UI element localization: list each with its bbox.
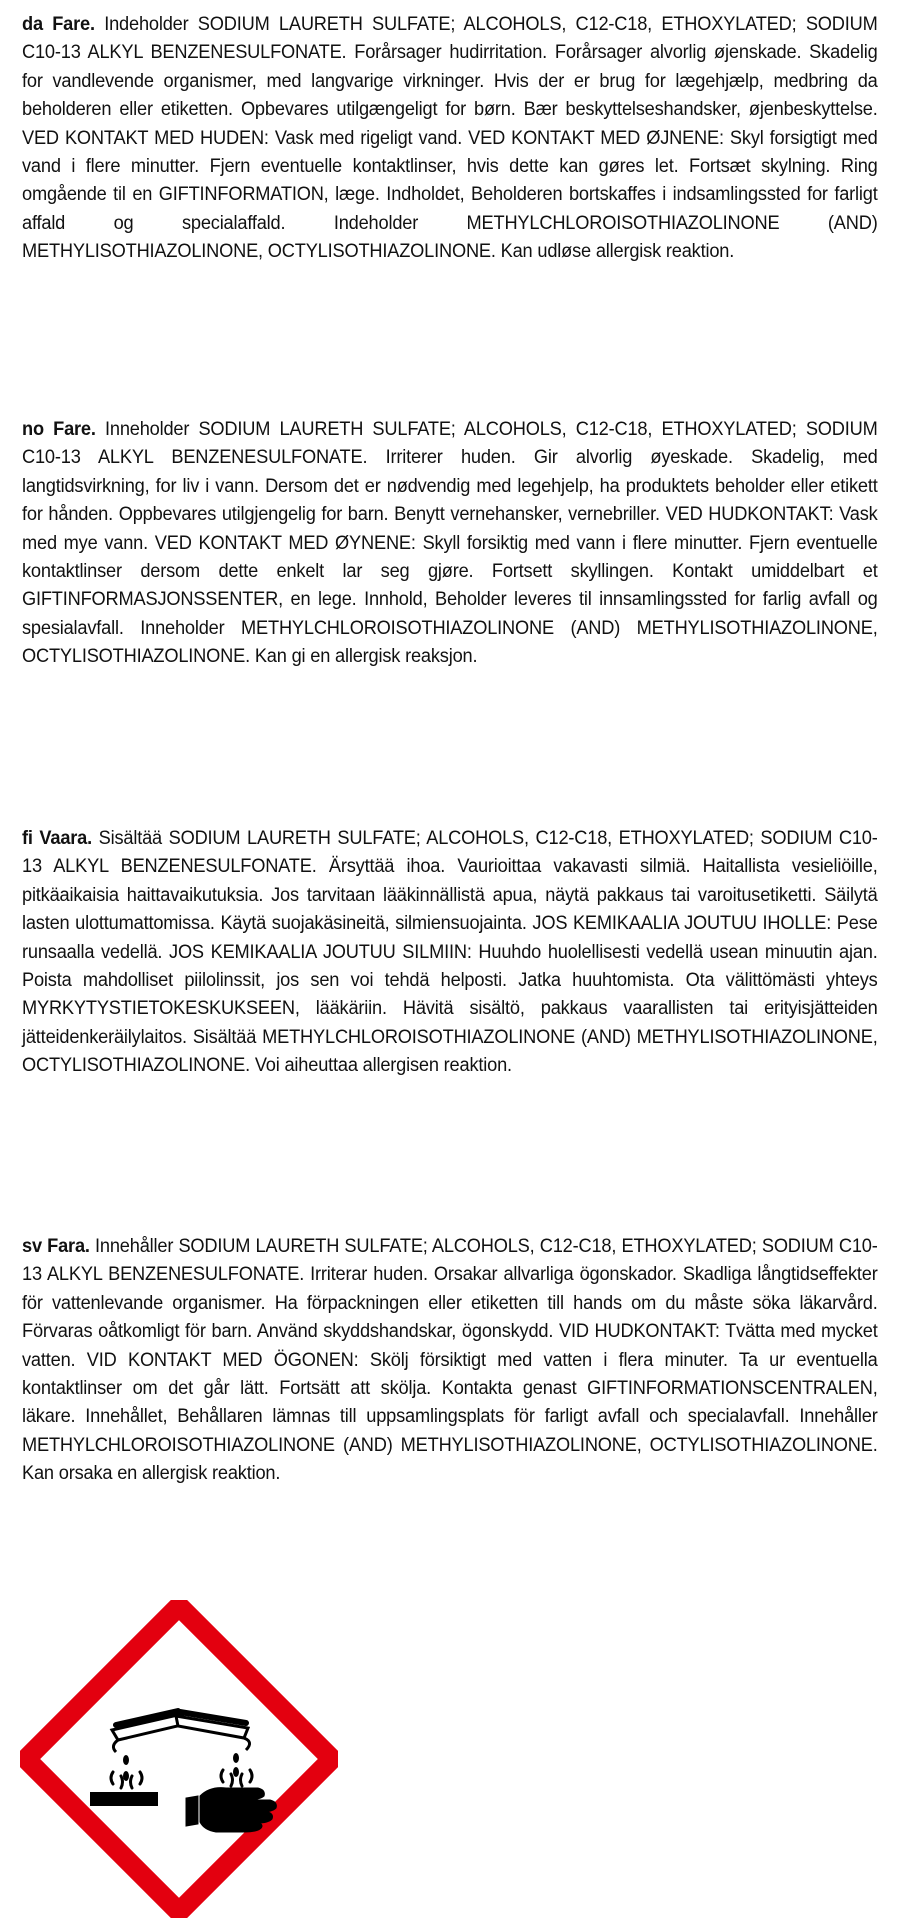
section-sv-lead (22, 1235, 90, 1257)
section-da-lead (22, 13, 95, 35)
section-fi-body: Sisältää SODIUM LAURETH SULFATE; ALCOHOLS, C12-C18, ETHOXYLATED; SODIUM C10-13 ALKYL BENZENESULFONATE. Ärsyttää ihoa. Vaurioittaa vakavasti silmiä. Haitallista vesieliöille, pitkäaikaisia haittavaikutuksia. Jos tarvitaan lääkinnällistä apua, näytä pakkaus tai varoitusetiketti. Säilytä lasten ulottumattomissa. Käytä suojakäsineitä, silmiensuojainta. JOS KEMIKAALIA JOUTUU IHOLLE: Pese runsaalla vedellä. JOS KEMIKAALIA JOUTUU SILMIIN: Huuhdo huolellisesti vedellä usean minuutin ajan. Poista mahdolliset piilolinssit, jos sen voi tehdä helposti. Jatka huuhtomista. Ota välittömästi yhteys MYRKYTYSTIETOKESKUKSEEN, lääkäriin. Hävitä sisältö, pakkaus vaarallisten tai erityisjätteiden jätteidenkeräilylaitos. Sisältää METHYLCHLOROISOTHIAZOLINONE (AND) METHYLISOTHIAZOLINONE, OCTYLISOTHIAZOLINONE. Voi aiheuttaa allergisen reaktion. (22, 827, 878, 1077)
section-da (22, 10, 878, 266)
section-fi (22, 824, 878, 1080)
ghs-corrosion-icon (20, 1600, 338, 1918)
section-no-lead (22, 418, 96, 440)
section-sv (22, 1232, 878, 1488)
section-da-signal: Fare. (52, 13, 95, 35)
section-sv-lang: sv (22, 1235, 42, 1257)
section-fi-lead (22, 827, 92, 849)
section-fi-lang: fi (22, 827, 33, 849)
section-no-signal: Fare. (53, 418, 96, 440)
section-no-body: Inneholder SODIUM LAURETH SULFATE; ALCOHOLS, C12-C18, ETHOXYLATED; SODIUM C10-13 ALKYL BENZENESULFONATE. Irriterer huden. Gir alvorlig øyeskade. Skadelig, med langtidsvirkning, for liv i vann. Dersom det er nødvendig med legehjelp, ha produktets beholder eller etikett for hånden. Oppbevares utilgjengelig for barn. Benytt vernehansker, vernebriller. VED HUDKONTAKT: Vask med mye vann. VED KONTAKT MED ØYNENE: Skyll forsiktig med vann i flere minutter. Fjern eventuelle kontaktlinser dersom dette enkelt lar seg gjøre. Fortsett skyllingen. Kontakt umiddelbart et GIFTINFORMASJONSSENTER, en lege. Innhold, Beholder leveres til innsamlingssted for farlig avfall og spesialavfall. Inneholder METHYLCHLOROISOTHIAZOLINONE (AND) METHYLISOTHIAZOLINONE, OCTYLISOTHIAZOLINONE. Kan gi en allergisk reaksjon. (22, 418, 878, 668)
section-sv-signal: Fara. (47, 1235, 90, 1257)
section-no (22, 415, 878, 671)
pictogram-border (26, 1606, 332, 1912)
section-da-lang: da (22, 13, 43, 35)
section-da-body: Indeholder SODIUM LAURETH SULFATE; ALCOHOLS, C12-C18, ETHOXYLATED; SODIUM C10-13 ALKYL BENZENESULFONATE. Forårsager hudirritation. Forårsager alvorlig øjenskade. Skadelig for vandlevende organismer, med langvarige virkninger. Hvis der er brug for lægehjælp, medbring da beholderen eller etiketten. Opbevares utilgængeligt for børn. Bær beskyttelseshandsker, øjenbeskyttelse. VED KONTAKT MED HUDEN: Vask med rigeligt vand. VED KONTAKT MED ØJNENE: Skyl forsigtigt med vand i flere minutter. Fjern eventuelle kontaktlinser, hvis dette kan gøres let. Fortsæt skylning. Ring omgående til en GIFTINFORMATION, læge. Indholdet, Beholderen bortskaffes i indsamlingssted for farligt affald og specialaffald. Indeholder METHYLCHLOROISOTHIAZOLINONE (AND) METHYLISOTHIAZOLINONE, OCTYLISOTHIAZOLINONE. Kan udløse allergisk reaktion. (22, 13, 878, 263)
section-sv-body: Innehåller SODIUM LAURETH SULFATE; ALCOHOLS, C12-C18, ETHOXYLATED; SODIUM C10-13 ALKYL BENZENESULFONATE. Irriterar huden. Orsakar allvarliga ögonskador. Skadliga långtidseffekter för vattenlevande organismer. Ha förpackningen eller etiketten till hands om du måste söka läkarvård. Förvaras oåtkomligt för barn. Använd skyddshandskar, ögonskydd. VID HUDKONTAKT: Tvätta med mycket vatten. VID KONTAKT MED ÖGONEN: Skölj försiktigt med vatten i flera minuter. Ta ur eventuella kontaktlinser om det går lätt. Fortsätt att skölja. Kontakta genast GIFTINFORMATIONSCENTRALEN, läkare. Innehållet, Behållaren lämnas till uppsamlingsplats för farligt avfall och specialavfall. Innehåller METHYLCHLOROISOTHIAZOLINONE (AND) METHYLISOTHIAZOLINONE, OCTYLISOTHIAZOLINONE. Kan orsaka en allergisk reaktion. (22, 1235, 878, 1485)
corroded-surface-icon (90, 1792, 158, 1806)
section-fi-signal: Vaara. (39, 827, 93, 849)
section-no-lang: no (22, 418, 44, 440)
